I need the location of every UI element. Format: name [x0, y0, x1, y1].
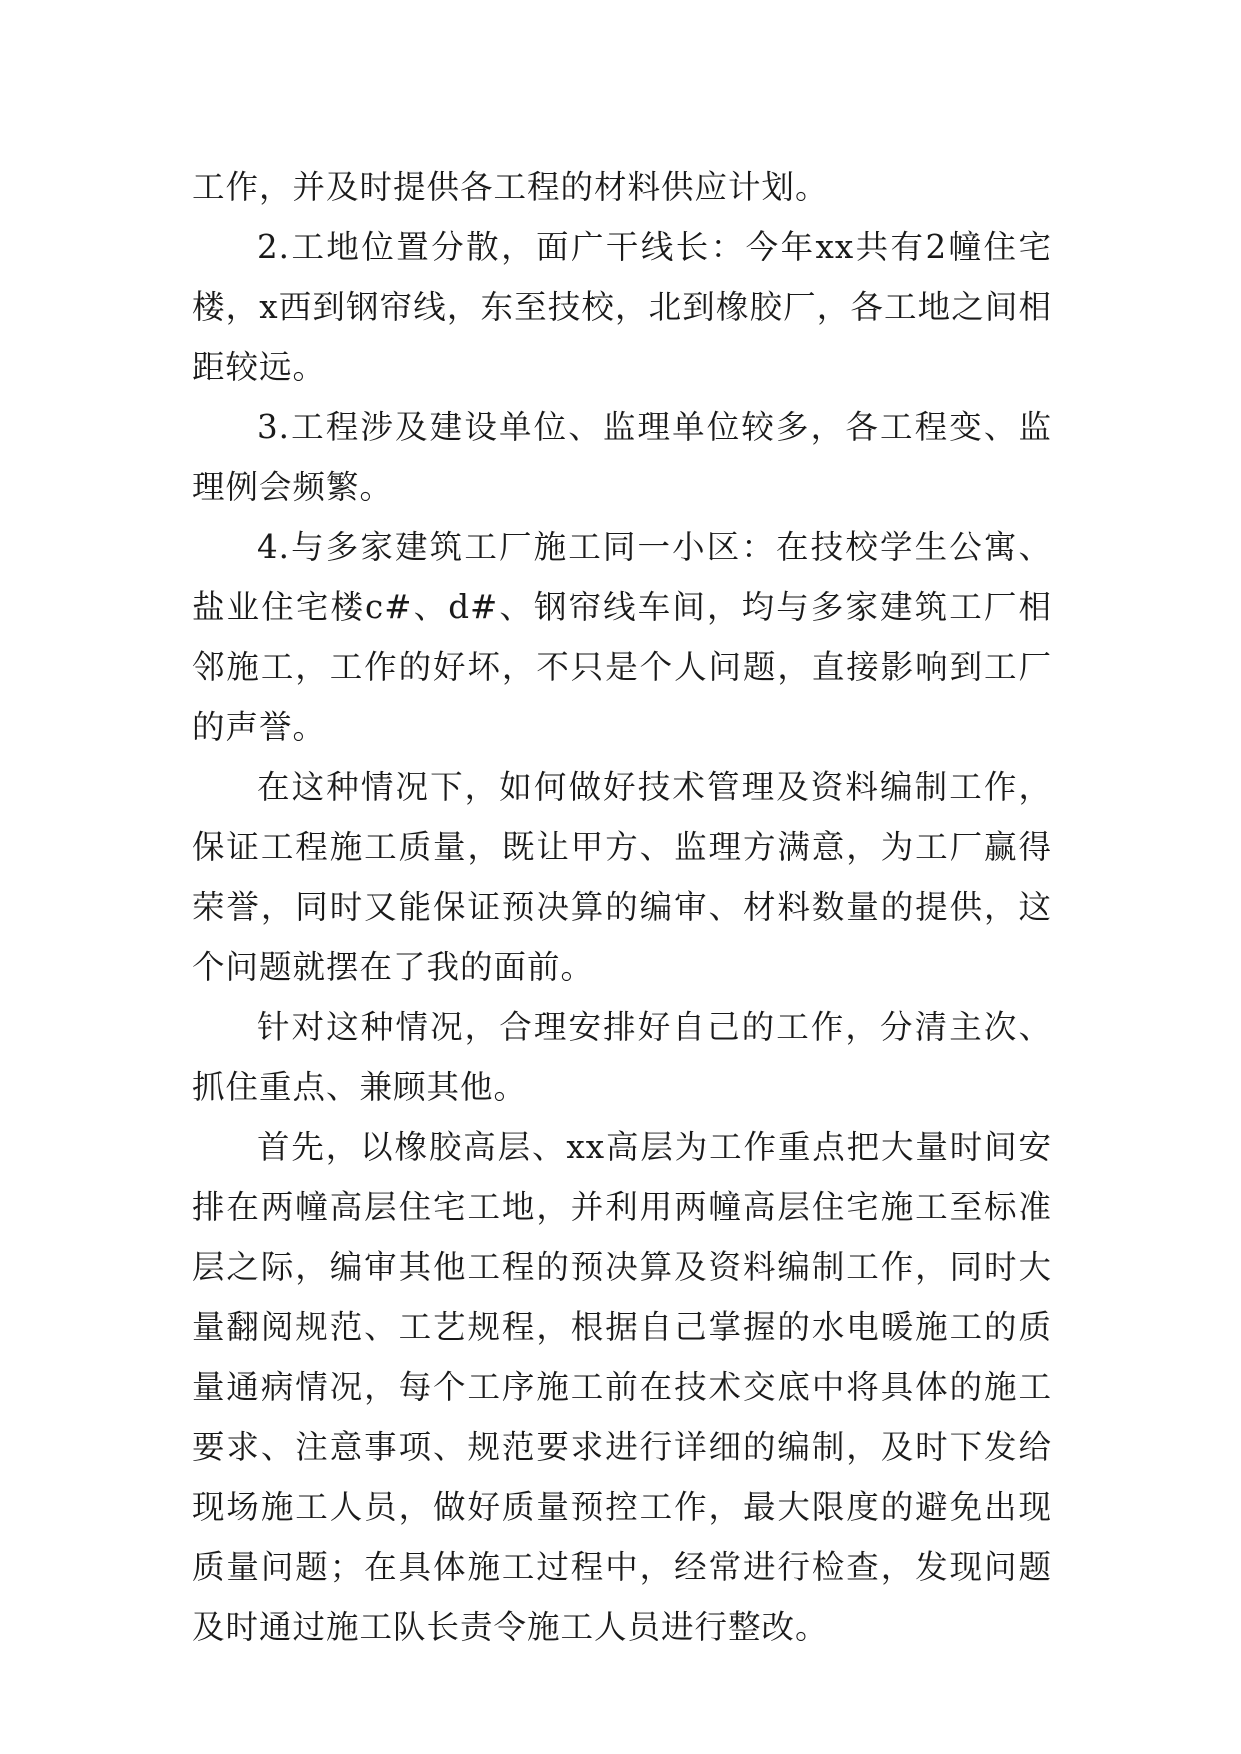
paragraph-first-measure: 首先，以橡胶高层、xx高层为工作重点把大量时间安排在两幢高层住宅工地，并利用两幢高层住宅施工至标准层之际，编审其他工程的预决算及资料编制工作，同时大量翻阅规范、工艺规程，根据自己掌握的水电暖施工的质量通病情况，每个工序施工前在技术交底中将具体的施工要求、注意事项、规范要求进行详细的编制，及时下发给现场施工人员，做好质量预控工作，最大限度的避免出现质量问题；在具体施工过程中，经常进行检查，发现问题及时通过施工队长责令施工人员进行整改。 [192, 1128, 1052, 1646]
paragraph-situation: 在这种情况下，如何做好技术管理及资料编制工作，保证工程施工质量，既让甲方、监理方满意，为工厂赢得荣誉，同时又能保证预决算的编审、材料数量的提供，这个问题就摆在了我的面前。 [192, 768, 1052, 986]
paragraph-approach: 针对这种情况，合理安排好自己的工作，分清主次、抓住重点、兼顾其他。 [192, 1008, 1052, 1106]
paragraph-item-2: 2.工地位置分散，面广干线长：今年xx共有2幢住宅楼，x西到钢帘线，东至技校，北到橡胶厂，各工地之间相距较远。 [192, 228, 1052, 386]
paragraph-continuation: 工作，并及时提供各工程的材料供应计划。 [192, 168, 829, 206]
paragraph-item-3: 3.工程涉及建设单位、监理单位较多，各工程变、监理例会频繁。 [192, 408, 1052, 506]
document-body [192, 157, 1052, 1657]
paragraph-item-4: 4.与多家建筑工厂施工同一小区：在技校学生公寓、盐业住宅楼c#、d#、钢帘线车间，均与多家建筑工厂相邻施工，工作的好坏，不只是个人问题，直接影响到工厂的声誉。 [192, 528, 1052, 746]
